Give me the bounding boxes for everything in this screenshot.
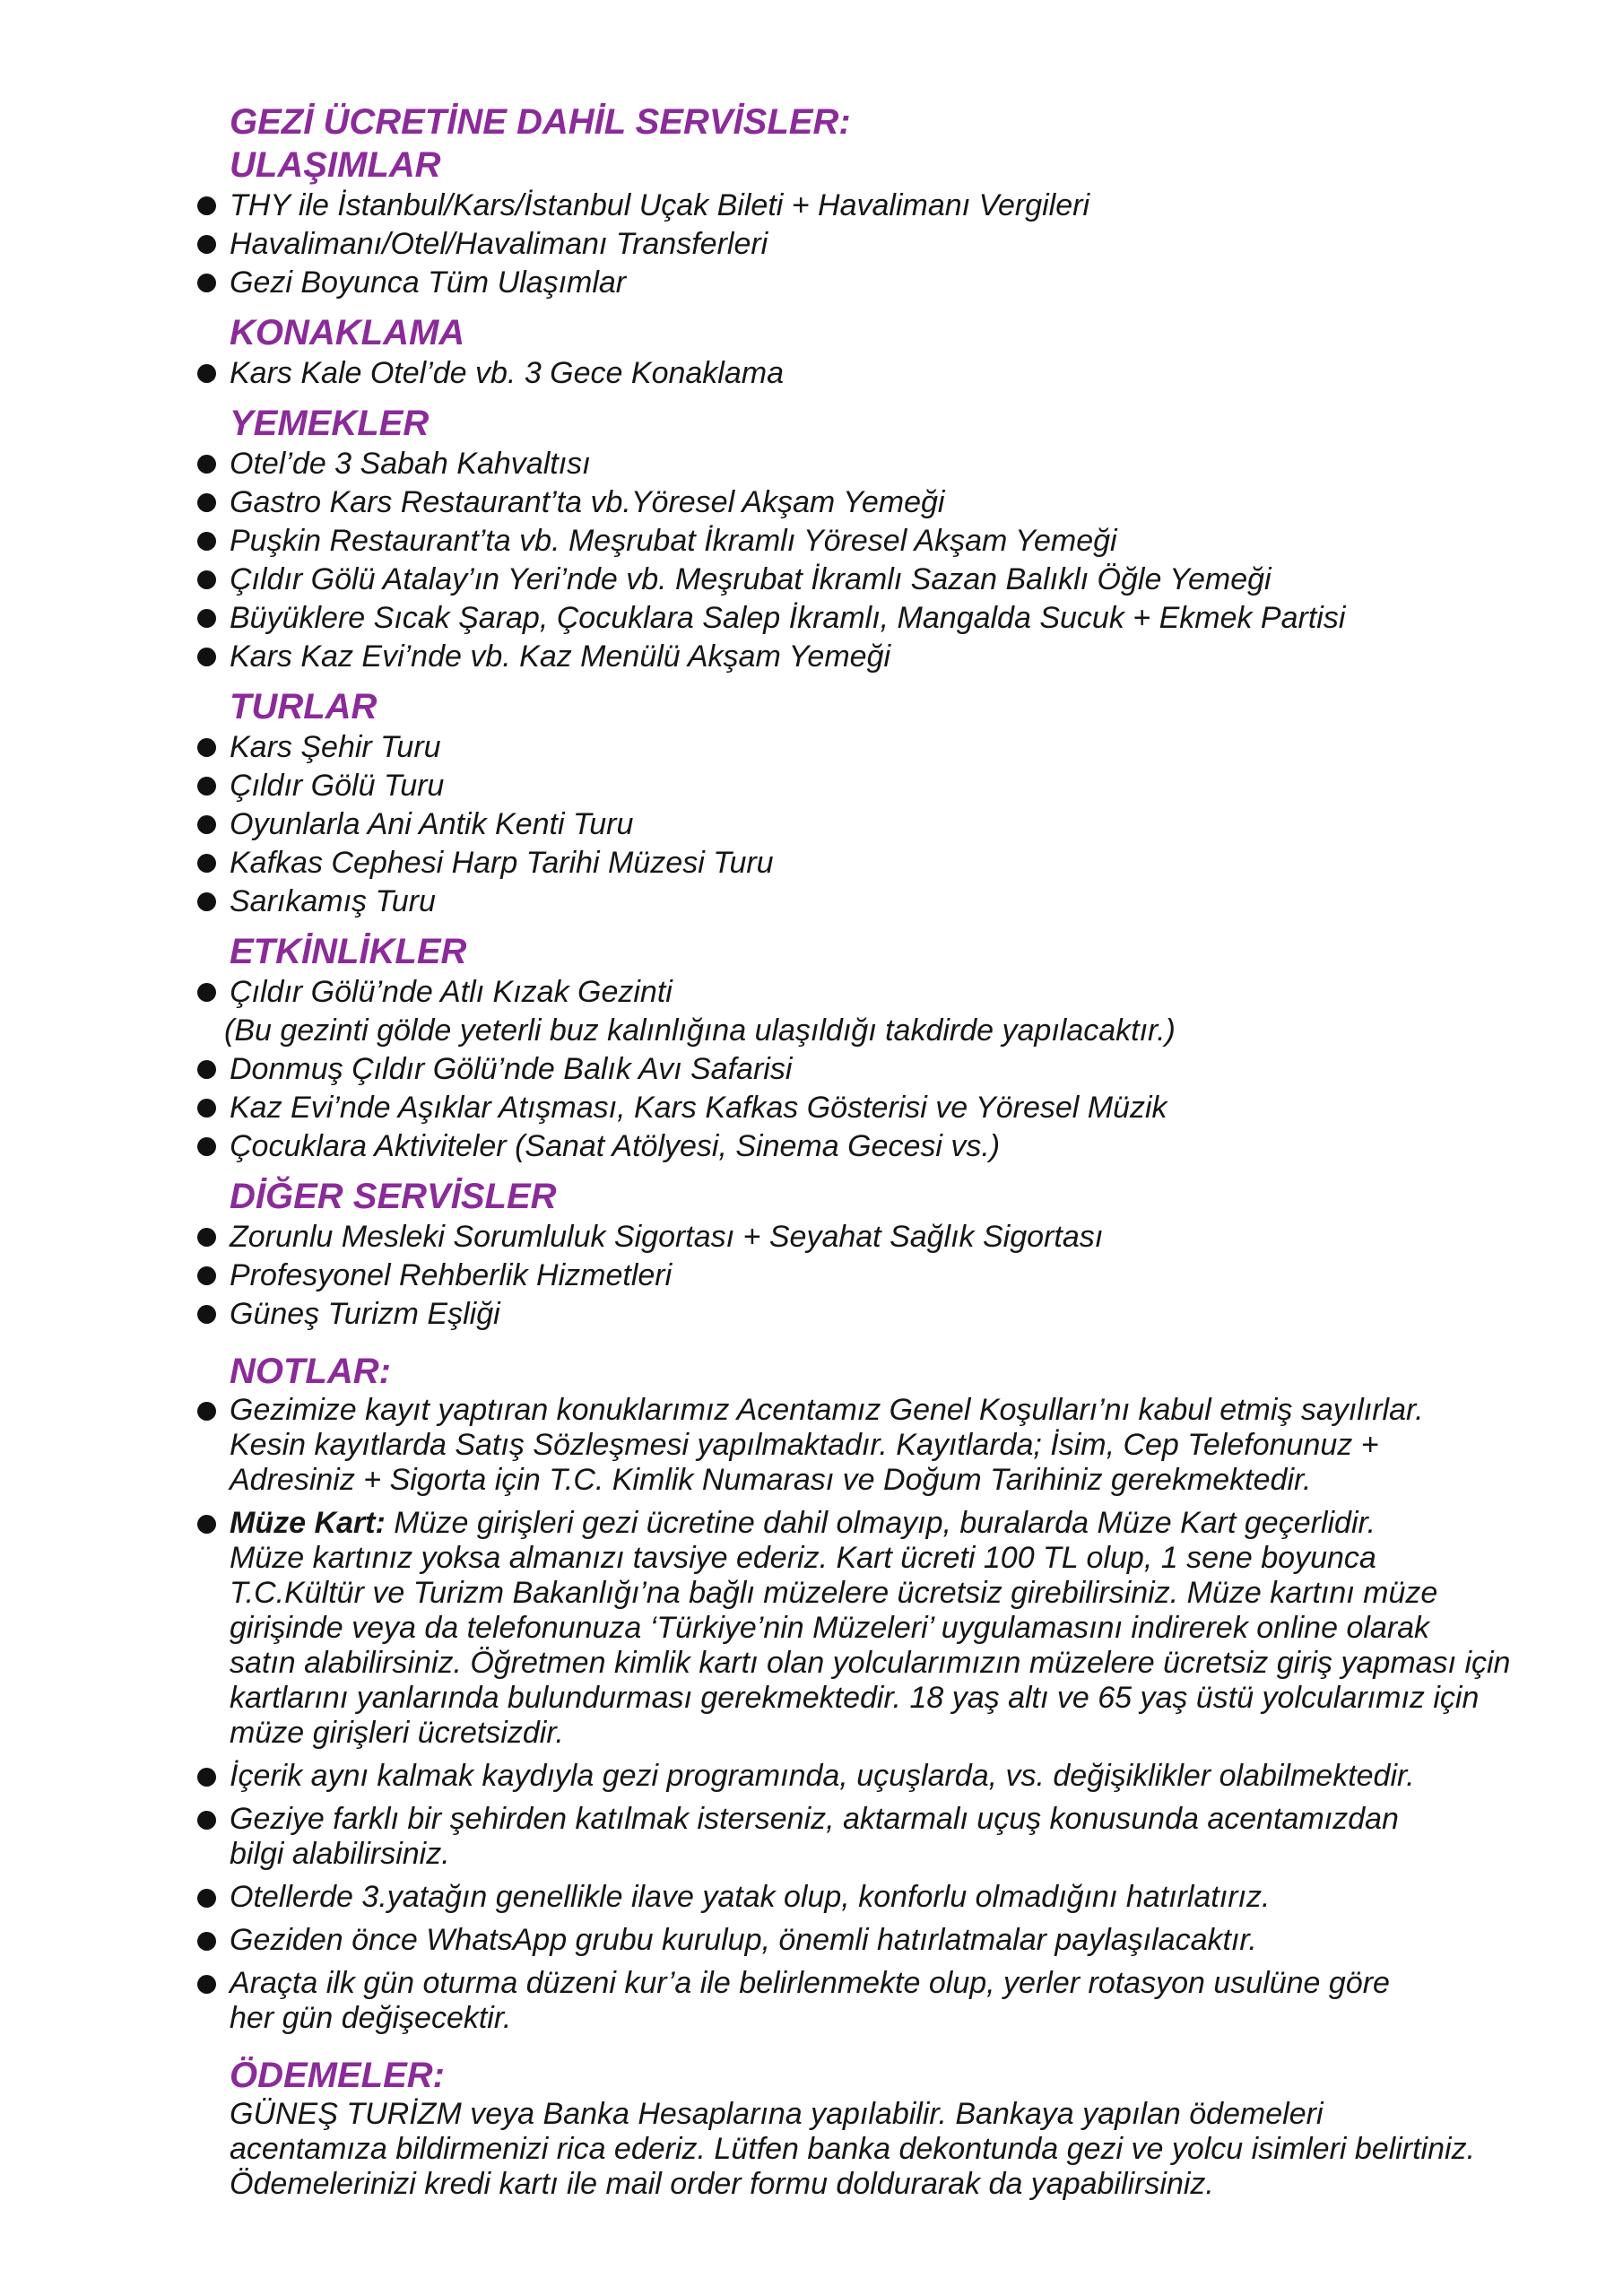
note-item: Geziden önce WhatsApp grubu kurulup, önemli hatırlatmalar paylaşılacaktır. — [230, 1923, 1610, 1958]
bullet-icon — [197, 532, 216, 551]
bullet-icon — [197, 1889, 216, 1908]
list-item: Otel’de 3 Sabah Kahvaltısı — [230, 445, 1610, 483]
bullet-icon — [197, 892, 216, 911]
bullet-icon — [197, 738, 216, 757]
list-item: Gastro Kars Restaurant’ta vb.Yöresel Akşam Yemeği — [230, 483, 1610, 522]
museum-card-label: Müze Kart: — [230, 1506, 386, 1540]
list-item: Profesyonel Rehberlik Hizmetleri — [230, 1257, 1610, 1295]
section-title-yemekler: YEMEKLER — [230, 404, 430, 443]
list-item: Büyüklere Sıcak Şarap, Çocuklara Salep İkramlı, Mangalda Sucuk + Ekmek Partisi — [230, 599, 1610, 638]
notes-title: NOTLAR: — [230, 1352, 391, 1391]
bullet-icon — [197, 1515, 216, 1534]
bullet-icon — [197, 1099, 216, 1118]
list-item: Donmuş Çıldır Gölü’nde Balık Avı Safarisi — [230, 1050, 1610, 1089]
list-item: Gezi Boyunca Tüm Ulaşımlar — [230, 264, 1610, 302]
bullet-icon — [197, 364, 216, 383]
bullet-icon — [197, 570, 216, 589]
bullet-icon — [197, 815, 216, 834]
bullet-icon — [197, 609, 216, 628]
note-item: İçerik aynı kalmak kaydıyla gezi programında, uçuşlarda, vs. değişiklikler olabilmektedir. — [230, 1759, 1610, 1794]
bullet-icon — [197, 648, 216, 666]
list-item-note: (Bu gezinti gölde yeterli buz kalınlığına ulaşıldığı takdirde yapılacaktır.) — [224, 1013, 1176, 1048]
bullet-icon — [197, 1975, 216, 1994]
list-item: Kafkas Cephesi Harp Tarihi Müzesi Turu — [230, 844, 1610, 883]
note-item: Otellerde 3.yatağın genellikle ilave yatak olup, konforlu olmadığını hatırlatırız. — [230, 1880, 1610, 1915]
list-item: Oyunlarla Ani Antik Kenti Turu — [230, 805, 1610, 844]
bullet-icon — [197, 983, 216, 1002]
bullet-icon — [197, 235, 216, 254]
bullet-icon — [197, 1305, 216, 1324]
list-item: Kaz Evi’nde Aşıklar Atışması, Kars Kafkas Gösterisi ve Yöresel Müzik — [230, 1089, 1610, 1127]
bullet-icon — [197, 274, 216, 292]
payments-title: ÖDEMELER: — [230, 2056, 445, 2095]
list-item: Puşkin Restaurant’ta vb. Meşrubat İkramlı Yöresel Akşam Yemeği — [230, 522, 1610, 561]
bullet-icon — [197, 493, 216, 512]
main-title: GEZİ ÜCRETİNE DAHİL SERVİSLER: — [230, 102, 851, 142]
bullet-icon — [197, 196, 216, 215]
list-item: Kars Kaz Evi’nde vb. Kaz Menülü Akşam Yemeği — [230, 638, 1610, 676]
section-title-turlar: TURLAR — [230, 687, 378, 726]
bullet-icon — [197, 1932, 216, 1951]
list-item: Çıldır Gölü’nde Atlı Kızak Gezinti — [230, 973, 1610, 1012]
list-item: THY ile İstanbul/Kars/İstanbul Uçak Bileti + Havalimanı Vergileri — [230, 187, 1610, 225]
bullet-icon — [197, 1060, 216, 1079]
payments-text: GÜNEŞ TURİZM veya Banka Hesaplarına yapılabilir. Bankaya yapılan ödemeleri acentamıza bildirmenizi rica ederiz. Lütfen banka dekontunda gezi ve yolcu isimleri belirtiniz. Ödemelerinizi kredi kartı ile mail order formu doldurarak da yapabilirsiniz. — [230, 2097, 1476, 2201]
section-title-konaklama: KONAKLAMA — [230, 313, 465, 352]
note-item: Gezimize kayıt yaptıran konuklarımız Acentamız Genel Koşulları’nı kabul etmiş sayılırlar. Kesin kayıtlarda Satış Sözleşmesi yapılmaktadır. Kayıtlarda; İsim, Cep Telefonunuz + Adresiniz + Sigorta için T.C. Kimlik Numarası ve Doğum Tarihiniz gerekmektedir. — [230, 1393, 1610, 1498]
bullet-icon — [197, 1137, 216, 1156]
list-item: Zorunlu Mesleki Sorumluluk Sigortası + Seyahat Sağlık Sigortası — [230, 1218, 1610, 1257]
list-item: Havalimanı/Otel/Havalimanı Transferleri — [230, 225, 1610, 264]
bullet-icon — [197, 1402, 216, 1421]
list-item: Sarıkamış Turu — [230, 883, 1610, 921]
list-item: Çıldır Gölü Turu — [230, 767, 1610, 805]
list-item: Kars Kale Otel’de vb. 3 Gece Konaklama — [230, 354, 1610, 393]
bullet-icon — [197, 1811, 216, 1830]
note-item: Geziye farklı bir şehirden katılmak isterseniz, aktarmalı uçuş konusunda acentamızdan bilgi alabilirsiniz. — [230, 1802, 1610, 1872]
section-title-ulasim: ULAŞIMLAR — [230, 145, 441, 185]
bullet-icon — [197, 1228, 216, 1247]
list-item: Güneş Turizm Eşliği — [230, 1295, 1610, 1334]
list-item: Çıldır Gölü Atalay’ın Yeri’nde vb. Meşrubat İkramlı Sazan Balıklı Öğle Yemeği — [230, 561, 1610, 599]
bullet-icon — [197, 777, 216, 796]
section-title-etkinlikler: ETKİNLİKLER — [230, 932, 467, 971]
note-item-museum-card: Müze Kart: Müze girişleri gezi ücretine dahil olmayıp, buralarda Müze Kart geçerlidir. Müze kartınız yoksa almanızı tavsiye ederiz. Kart ücreti 100 TL olup, 1 sene boyunca T.C.Kültür ve Turizm Bakanlığı’na bağlı müzelere ücretsiz girebilirsiniz. Müze kartını müze girişinde veya da telefonunuza ‘Türkiye’nin Müzeleri’ uygulamasını indirerek online olarak satın alabilirsiniz. Öğretmen kimlik kartı olan yolcularımızın müzelere ücretsiz giriş yapması için kartlarını yanlarında bulundurması gerekmektedir. 18 yaş altı ve 65 yaş üstü yolcularımız için müze girişleri ücretsizdir. — [230, 1506, 1610, 1751]
bullet-icon — [197, 455, 216, 474]
list-item: Kars Şehir Turu — [230, 728, 1610, 767]
list-item: Çocuklara Aktiviteler (Sanat Atölyesi, Sinema Gecesi vs.) — [230, 1127, 1610, 1166]
note-item: Araçta ilk gün oturma düzeni kur’a ile belirlenmekte olup, yerler rotasyon usulüne göre her gün değişecektir. — [230, 1966, 1610, 2036]
section-title-diger: DİĞER SERVİSLER — [230, 1177, 557, 1216]
bullet-icon — [197, 1266, 216, 1285]
document — [224, 100, 1610, 2202]
bullet-icon — [197, 854, 216, 873]
bullet-icon — [197, 1768, 216, 1787]
